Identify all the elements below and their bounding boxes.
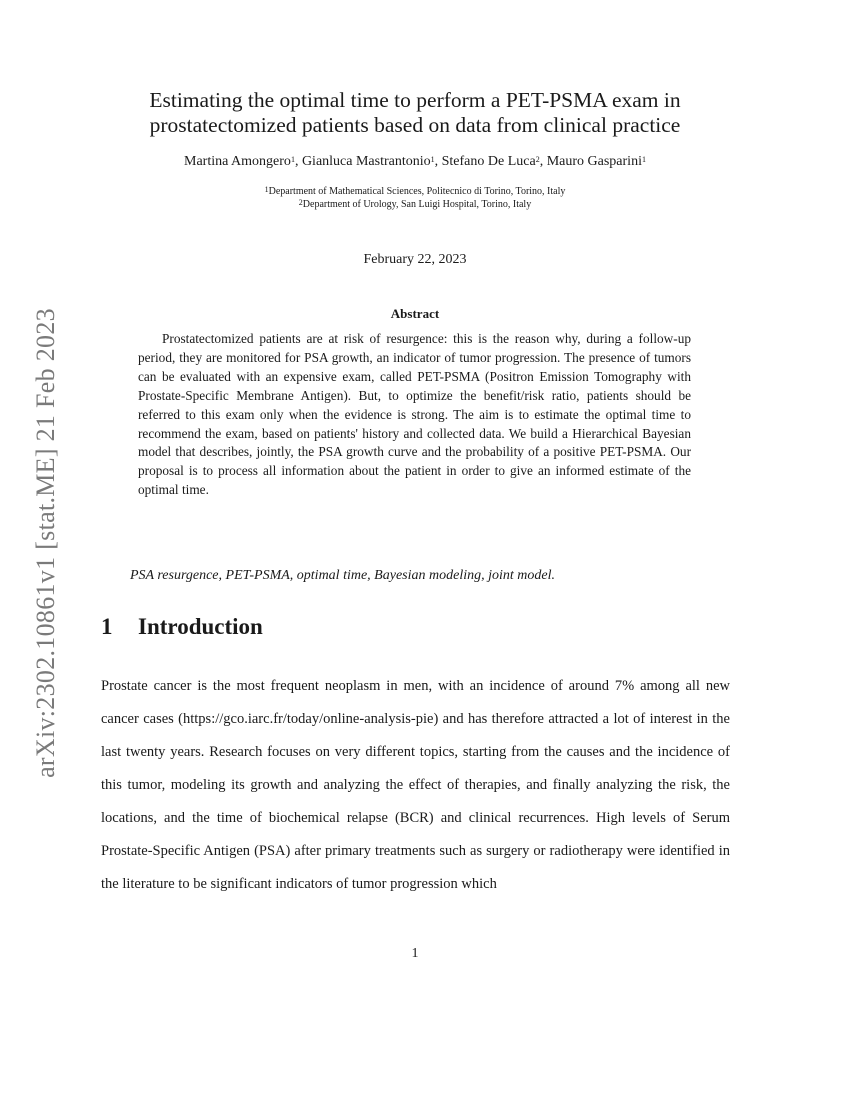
affiliations bbox=[100, 185, 730, 211]
section-title: Introduction bbox=[138, 614, 263, 639]
title-line-1: Estimating the optimal time to perform a PET-PSMA exam in bbox=[149, 88, 681, 112]
author: Mauro Gasparini$^1$ bbox=[546, 154, 646, 169]
publication-date: February 22, 2023 bbox=[363, 252, 467, 267]
author: Stefano De Luca$^2$, bbox=[441, 154, 547, 169]
section-heading bbox=[101, 614, 263, 640]
abstract-heading: Abstract bbox=[390, 306, 440, 321]
author-list bbox=[100, 153, 730, 171]
keywords: PSA resurgence, PET-PSMA, optimal time, Bayesian modeling, joint model. bbox=[130, 568, 555, 583]
page-number: 1 bbox=[411, 946, 419, 961]
author: Gianluca Mastrantonio$^1$, bbox=[301, 154, 442, 169]
paper-title bbox=[100, 88, 730, 138]
affiliation: $^1$Department of Mathematical Sciences, Politecnico di Torino, Torino, Italy bbox=[264, 185, 566, 197]
section-number: 1 bbox=[101, 614, 113, 639]
introduction-paragraph: Prostate cancer is the most frequent neoplasm in men, with an incidence of around 7% among all new cancer cases (https://gco.iarc.fr/today/online-analysis-pie) and has therefore attracted a lot of interest in the last twenty years. Research focuses on very different topics, starting from the causes and the incidence of this tumor, modeling its growth and analyzing the effect of therapies, and finally analyzing the risk, the locations, and the time of biochemical relapse (BCR) and clinical recurrences. High levels of Serum Prostate-Specific Antigen (PSA) after primary treatments such as surgery or radiotherapy were identified in the literature to be significant indicators of tumor progression which bbox=[101, 678, 730, 892]
title-line-2: prostatectomized patients based on data from clinical practice bbox=[149, 113, 681, 137]
affiliation: $^2$Department of Urology, San Luigi Hospital, Torino, Italy bbox=[298, 198, 532, 210]
abstract-text: Prostatectomized patients are at risk of resurgence: this is the reason why, during a follow-up period, they are monitored for PSA growth, an indicator of tumor progression. The presence of tumors can be evaluated with an expensive exam, called PET-PSMA (Positron Emission Tomography with Prostate-Specific Membrane Antigen). But, to optimize the benefit/risk ratio, patients should be referred to this exam only when the evidence is strong. The aim is to estimate the optimal time to recommend the exam, based on patients' history and collected data. We build a Hierarchical Bayesian model that describes, jointly, the PSA growth curve and the probability of a positive PET-PSMA. Our proposal is to process all information about the patient in order to give an informed estimate of the optimal time. bbox=[138, 331, 691, 498]
author: Martina Amongero$^1$, bbox=[184, 154, 302, 169]
arxiv-identifier: arXiv:2302.10861v1 [stat.ME] 21 Feb 2023 bbox=[31, 308, 60, 778]
